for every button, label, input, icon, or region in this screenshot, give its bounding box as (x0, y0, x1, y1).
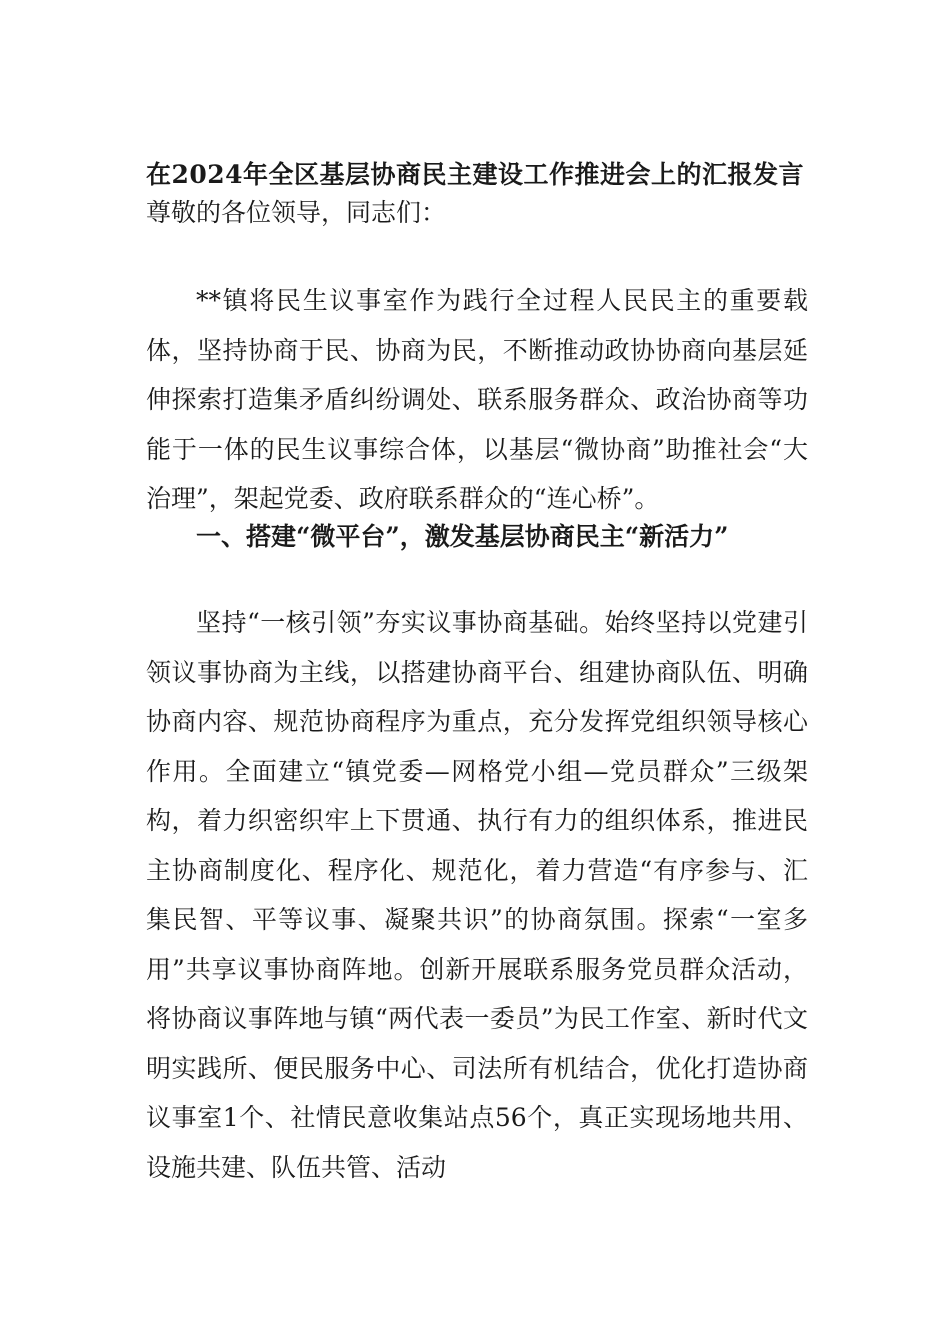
document-title: 在2024年全区基层协商民主建设工作推进会上的汇报发言 (145, 160, 805, 189)
section-paragraph: 坚持“一核引领”夯实议事协商基础。始终坚持以党建引领议事协商为主线，以搭建协商平台、组建协商队伍、明确协商内容、规范协商程序为重点，充分发挥党组织领导核心作用。全面建立“镇党委—网格党小组—党员群众”三级架构，着力织密织牢上下贯通、执行有力的组织体系，推进民主协商制度化、程序化、规范化，着力营造“有序参与、汇集民智、平等议事、凝聚共识”的协商氛围。探索“一室多用”共享议事协商阵地。创新开展联系服务党员群众活动，将协商议事阵地与镇“两代表一委员”为民工作室、新时代文明实践所、便民服务中心、司法所有机结合，优化打造协商议事室1个、社情民意收集站点56个，真正实现场地共用、设施共建、队伍共管、活动 (146, 608, 808, 1182)
section-heading: 一、搭建“微平台”，激发基层协商民主“新活力” (196, 522, 729, 551)
intro-paragraph: **镇将民生议事室作为践行全过程人民民主的重要载体，坚持协商于民、协商为民，不断推动政协协商向基层延伸探索打造集矛盾纠纷调处、联系服务群众、政治协商等功能于一体的民生议事综合体，以基层“微协商”助推社会“大治理”，架起党委、政府联系群众的“连心桥”。 (146, 286, 808, 513)
salutation: 尊敬的各位领导，同志们： (146, 198, 447, 227)
